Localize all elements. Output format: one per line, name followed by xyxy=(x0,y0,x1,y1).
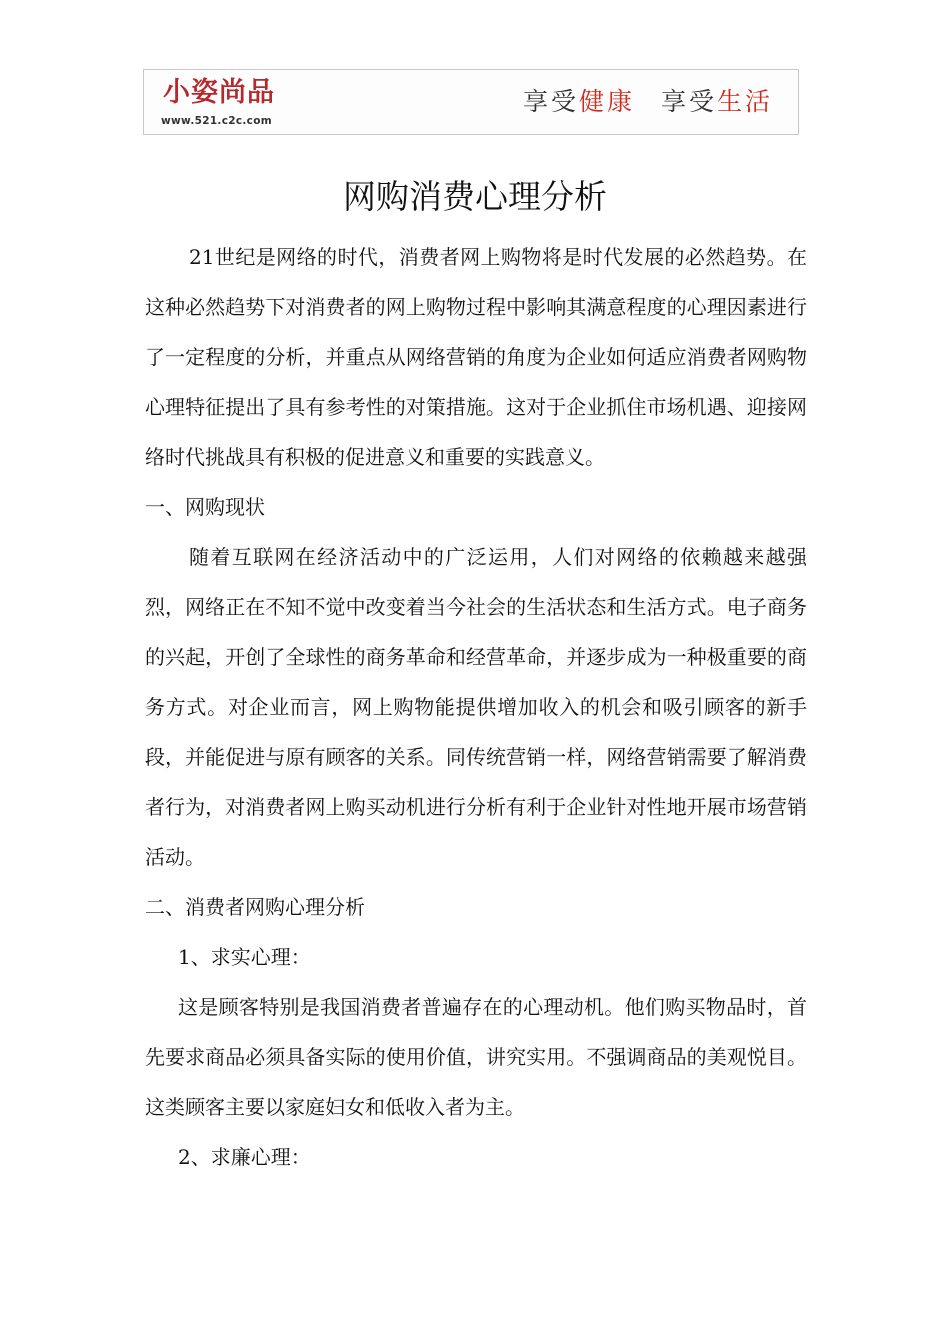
slogan-1-prefix: 享受 xyxy=(522,87,579,116)
subheading-practical-mindset: 1、求实心理： xyxy=(178,945,311,969)
current-status-paragraph: 随着互联网在经济活动中的广泛运用，人们对网络的依赖越来越强烈，网络正在不知不觉中改变着当今社会的生活状态和生活方式。电子商务的兴起，开创了全球性的商务革命和经营革命，并逐步成为一种极重要的商务方式。对企业而言，网上购物能提供增加收入的机会和吸引顾客的新手段，并能促进与原有顾客的关系。同传统营销一样，网络营销需要了解消费者行为，对消费者网上购买动机进行分析有利于企业针对性地开展市场营销活动。 xyxy=(145,545,807,869)
header-banner xyxy=(143,69,799,135)
subheading-bargain-mindset: 2、求廉心理： xyxy=(178,1145,311,1169)
intro-paragraph: 21世纪是网络的时代，消费者网上购物将是时代发展的必然趋势。在这种必然趋势下对消费者的网上购物过程中影响其满意程度的心理因素进行了一定程度的分析，并重点从网络营销的角度为企业如何适应消费者网购物心理特征提出了具有参考性的对策措施。这对于企业抓住市场机遇、迎接网络时代挑战具有积极的促进意义和重要的实践意义。 xyxy=(145,245,807,469)
slogan xyxy=(523,85,773,119)
section-heading-current-status: 一、网购现状 xyxy=(145,495,265,519)
slogan-2-prefix: 享受 xyxy=(660,87,717,116)
document-title: 网购消费心理分析 xyxy=(343,177,607,216)
brand-logo-text: 小姿尚品 xyxy=(163,77,275,108)
slogan-1-highlight: 健康 xyxy=(578,87,635,116)
brand-url: www.521.c2c.com xyxy=(161,115,272,127)
practical-mindset-paragraph: 这是顾客特别是我国消费者普遍存在的心理动机。他们购买物品时，首先要求商品必须具备实际的使用价值，讲究实用。不强调商品的美观悦目。这类顾客主要以家庭妇女和低收入者为主。 xyxy=(145,995,807,1119)
section-heading-psychology-analysis: 二、消费者网购心理分析 xyxy=(145,895,365,919)
slogan-2-highlight: 生活 xyxy=(716,87,773,116)
document-body xyxy=(145,232,807,1182)
